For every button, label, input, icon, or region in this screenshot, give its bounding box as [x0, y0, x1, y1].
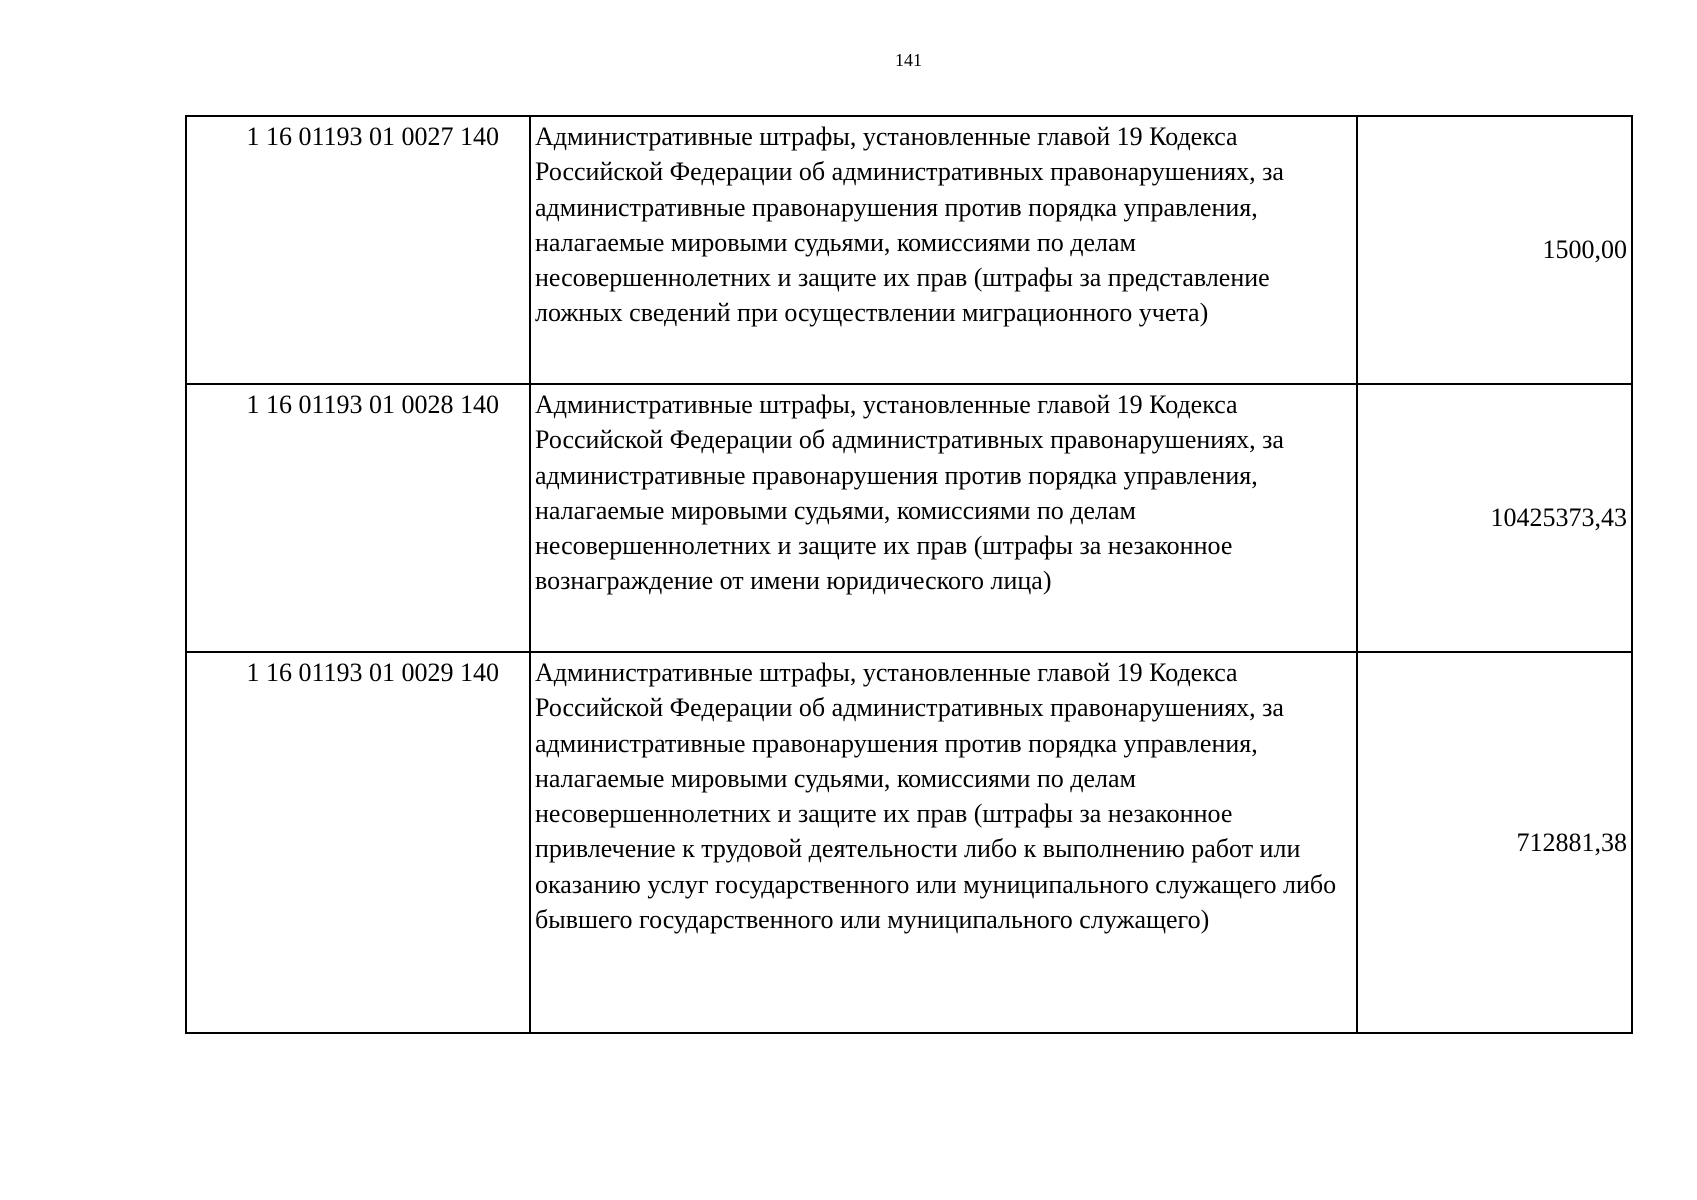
table-row [186, 384, 1632, 652]
description-cell: Административные штрафы, установленные главой 19 Кодекса Российской Федерации об административных правонарушениях, за административные правонарушения против порядка управления, налагаемые мировыми судьями, комиссиями по делам несовершеннолетних и защите их прав (штрафы за незаконное вознаграждение от имени юридического лица) [530, 384, 1357, 652]
page-number: 141 [895, 50, 922, 70]
description-cell: Административные штрафы, установленные главой 19 Кодекса Российской Федерации об административных правонарушениях, за административные правонарушения против порядка управления, налагаемые мировыми судьями, комиссиями по делам несовершеннолетних и защите их прав (штрафы за представление ложных сведений при осуществлении миграционного учета) [530, 116, 1357, 384]
budget-code-cell: 1 16 01193 01 0027 140 [186, 116, 530, 384]
amount-cell: 712881,38 [1357, 652, 1632, 1033]
budget-table [185, 115, 1633, 1034]
budget-code-cell: 1 16 01193 01 0029 140 [186, 652, 530, 1033]
amount-cell: 1500,00 [1357, 116, 1632, 384]
table-row [186, 652, 1632, 1033]
amount-cell: 10425373,43 [1357, 384, 1632, 652]
description-cell: Административные штрафы, установленные главой 19 Кодекса Российской Федерации об административных правонарушениях, за административные правонарушения против порядка управления, налагаемые мировыми судьями, комиссиями по делам несовершеннолетних и защите их прав (штрафы за незаконное привлечение к трудовой деятельности либо к выполнению работ или оказанию услуг государственного или муниципального служащего либо бывшего государственного или муниципального служащего) [530, 652, 1357, 1033]
table-row [186, 116, 1632, 384]
budget-code-cell: 1 16 01193 01 0028 140 [186, 384, 530, 652]
